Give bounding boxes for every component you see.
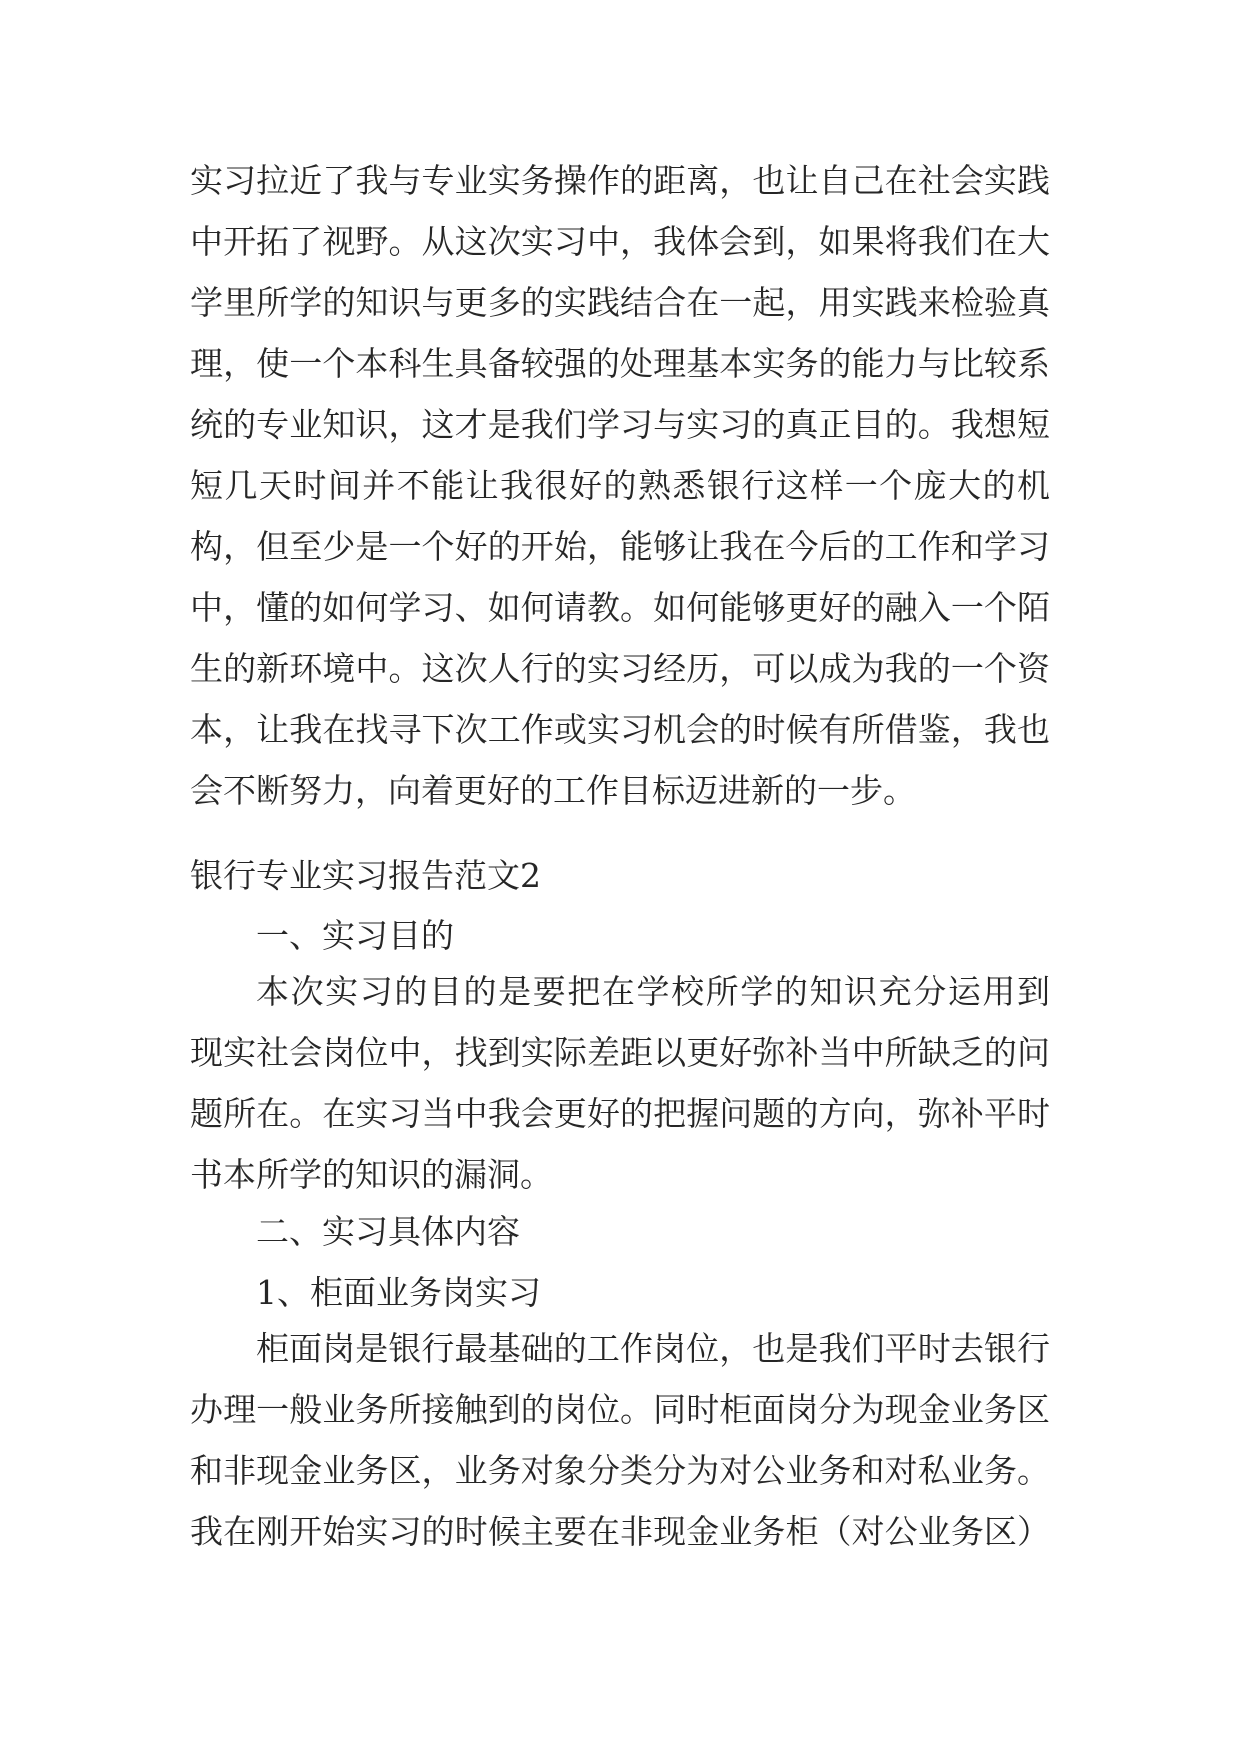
text-line: 书本所学的知识的漏洞。 bbox=[190, 1155, 553, 1194]
text-line: 本，让我在找寻下次工作或实习机会的时候有所借鉴，我也 bbox=[190, 710, 1050, 749]
subsection-heading: 1、柜面业务岗实习 bbox=[256, 1273, 541, 1312]
text-line: 理，使一个本科生具备较强的处理基本实务的能力与比较系 bbox=[190, 344, 1050, 383]
text-line: 题所在。在实习当中我会更好的把握问题的方向，弥补平时 bbox=[190, 1094, 1050, 1133]
paragraph-2 bbox=[190, 961, 1050, 1205]
text-line: 会不断努力，向着更好的工作目标迈进新的一步。 bbox=[190, 771, 916, 810]
paragraph-3 bbox=[190, 1318, 1050, 1562]
text-line: 中，懂的如何学习、如何请教。如何能够更好的融入一个陌 bbox=[190, 588, 1050, 627]
text-line: 学里所学的知识与更多的实践结合在一起，用实践来检验真 bbox=[190, 283, 1050, 322]
text-line: 办理一般业务所接触到的岗位。同时柜面岗分为现金业务区 bbox=[190, 1390, 1050, 1429]
text-line: 和非现金业务区，业务对象分类分为对公业务和对私业务。 bbox=[190, 1451, 1050, 1490]
text-line: 中开拓了视野。从这次实习中，我体会到，如果将我们在大 bbox=[190, 222, 1050, 261]
text-line: 现实社会岗位中，找到实际差距以更好弥补当中所缺乏的问 bbox=[190, 1033, 1050, 1072]
text-line: 本次实习的目的是要把在学校所学的知识充分运用到 bbox=[256, 972, 1050, 1011]
section-heading: 二、实习具体内容 bbox=[256, 1212, 520, 1251]
text-line: 统的专业知识，这才是我们学习与实习的真正目的。我想短 bbox=[190, 405, 1050, 444]
text-line: 短几天时间并不能让我很好的熟悉银行这样一个庞大的机 bbox=[190, 466, 1050, 505]
text-line: 柜面岗是银行最基础的工作岗位，也是我们平时去银行 bbox=[256, 1329, 1050, 1368]
text-line: 实习拉近了我与专业实务操作的距离，也让自己在社会实践 bbox=[190, 161, 1050, 200]
section-heading: 一、实习目的 bbox=[256, 916, 454, 955]
text-line: 构，但至少是一个好的开始，能够让我在今后的工作和学习 bbox=[190, 527, 1050, 566]
text-line: 生的新环境中。这次人行的实习经历，可以成为我的一个资 bbox=[190, 649, 1050, 688]
article-title: 银行专业实习报告范文2 bbox=[190, 856, 541, 895]
paragraph-1 bbox=[190, 150, 1050, 821]
text-line: 我在刚开始实习的时候主要在非现金业务柜（对公业务区） bbox=[190, 1512, 1050, 1551]
